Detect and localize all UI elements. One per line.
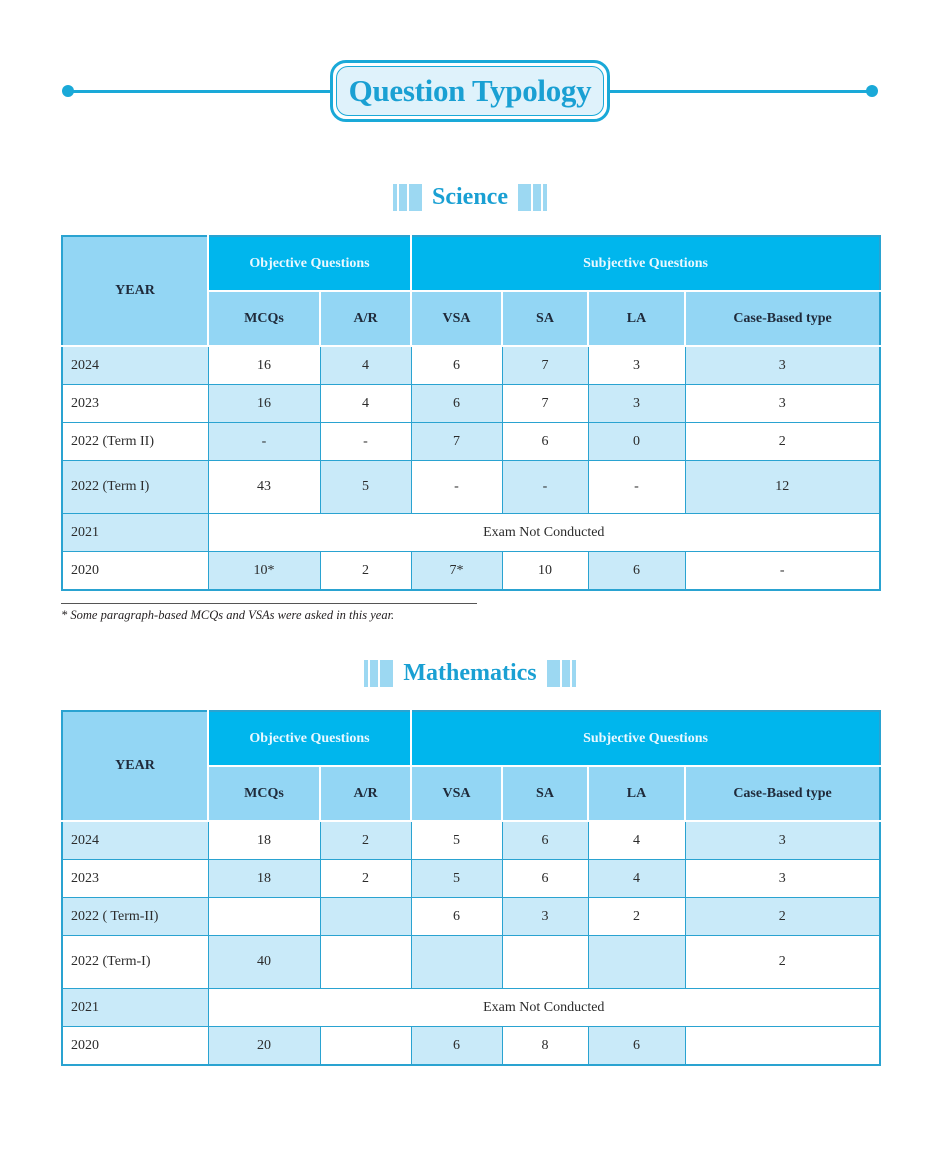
- la-column-header: LA: [588, 291, 685, 346]
- sa-cell: 10: [502, 552, 588, 591]
- science-footnote: * Some paragraph-based MCQs and VSAs were asked in this year.: [61, 608, 395, 622]
- title-box-inner: [336, 66, 604, 116]
- vsa-cell: 6: [411, 1027, 502, 1066]
- la-cell: 4: [588, 821, 685, 860]
- mcqs-cell: -: [208, 423, 320, 461]
- ar-cell: 2: [320, 860, 411, 898]
- vsa-cell: [411, 936, 502, 989]
- sa-cell: 6: [502, 860, 588, 898]
- ar-cell: 4: [320, 385, 411, 423]
- year-cell: 2023: [62, 860, 208, 898]
- table-row: [62, 552, 880, 591]
- year-cell: 2022 (Term II): [62, 423, 208, 461]
- la-cell: [588, 936, 685, 989]
- table-row: [62, 461, 880, 514]
- sa-cell: 3: [502, 898, 588, 936]
- banner-line-right: [606, 90, 874, 93]
- page-title: Question Typology: [348, 73, 592, 108]
- ar-cell: 4: [320, 346, 411, 385]
- footnote-divider: [61, 603, 477, 604]
- bars-decoration-left: [393, 184, 422, 211]
- case-based-cell: 3: [685, 860, 880, 898]
- bars-decoration-right: [547, 660, 576, 687]
- case-based-cell: 2: [685, 898, 880, 936]
- la-cell: 2: [588, 898, 685, 936]
- year-cell: 2022 (Term-I): [62, 936, 208, 989]
- year-cell: 2020: [62, 552, 208, 591]
- sa-cell: 7: [502, 346, 588, 385]
- mathematics-table: [61, 710, 881, 1066]
- case-based-column-header: Case-Based type: [685, 766, 880, 821]
- sa-column-header: SA: [502, 766, 588, 821]
- year-cell: 2023: [62, 385, 208, 423]
- la-cell: -: [588, 461, 685, 514]
- year-column-header: YEAR: [62, 236, 208, 346]
- la-cell: 6: [588, 1027, 685, 1066]
- mcqs-cell: 10*: [208, 552, 320, 591]
- subjective-questions-header: Subjective Questions: [411, 711, 880, 766]
- vsa-cell: 6: [411, 346, 502, 385]
- year-cell: 2020: [62, 1027, 208, 1066]
- table-row: [62, 989, 880, 1027]
- sa-cell: [502, 936, 588, 989]
- table-row: [62, 385, 880, 423]
- table-row: [62, 860, 880, 898]
- vsa-column-header: VSA: [411, 766, 502, 821]
- ar-cell: [320, 898, 411, 936]
- year-cell: 2021: [62, 989, 208, 1027]
- ar-cell: [320, 1027, 411, 1066]
- mcqs-cell: [208, 898, 320, 936]
- case-based-cell: 3: [685, 385, 880, 423]
- vsa-cell: 7*: [411, 552, 502, 591]
- exam-not-conducted-cell: Exam Not Conducted: [208, 989, 880, 1027]
- bars-decoration-right: [518, 184, 547, 211]
- table-row: [62, 821, 880, 860]
- mcqs-cell: 18: [208, 860, 320, 898]
- science-title: Science: [432, 184, 508, 210]
- ar-cell: -: [320, 423, 411, 461]
- la-cell: 4: [588, 860, 685, 898]
- ar-column-header: A/R: [320, 766, 411, 821]
- sa-cell: 6: [502, 821, 588, 860]
- case-based-cell: [685, 1027, 880, 1066]
- vsa-column-header: VSA: [411, 291, 502, 346]
- case-based-cell: 3: [685, 821, 880, 860]
- case-based-cell: -: [685, 552, 880, 591]
- case-based-cell: 2: [685, 936, 880, 989]
- table-row: [62, 423, 880, 461]
- science-table: [61, 235, 881, 591]
- objective-questions-header: Objective Questions: [208, 236, 411, 291]
- mcqs-cell: 20: [208, 1027, 320, 1066]
- mcqs-column-header: MCQs: [208, 291, 320, 346]
- vsa-cell: 6: [411, 385, 502, 423]
- sa-cell: 8: [502, 1027, 588, 1066]
- ar-cell: 5: [320, 461, 411, 514]
- mcqs-cell: 18: [208, 821, 320, 860]
- sa-cell: 6: [502, 423, 588, 461]
- table-row: [62, 936, 880, 989]
- case-based-column-header: Case-Based type: [685, 291, 880, 346]
- subjective-questions-header: Subjective Questions: [411, 236, 880, 291]
- year-cell: 2024: [62, 346, 208, 385]
- mcqs-cell: 16: [208, 385, 320, 423]
- sa-cell: 7: [502, 385, 588, 423]
- vsa-cell: 5: [411, 860, 502, 898]
- exam-not-conducted-cell: Exam Not Conducted: [208, 514, 880, 552]
- vsa-cell: -: [411, 461, 502, 514]
- la-cell: 0: [588, 423, 685, 461]
- ar-column-header: A/R: [320, 291, 411, 346]
- year-cell: 2022 ( Term-II): [62, 898, 208, 936]
- mcqs-column-header: MCQs: [208, 766, 320, 821]
- ar-cell: 2: [320, 552, 411, 591]
- sa-cell: -: [502, 461, 588, 514]
- year-column-header: YEAR: [62, 711, 208, 821]
- case-based-cell: 3: [685, 346, 880, 385]
- page-title-banner: [62, 60, 878, 122]
- la-cell: 3: [588, 385, 685, 423]
- table-row: [62, 1027, 880, 1066]
- mcqs-cell: 43: [208, 461, 320, 514]
- vsa-cell: 6: [411, 898, 502, 936]
- la-cell: 6: [588, 552, 685, 591]
- mathematics-title: Mathematics: [403, 660, 537, 686]
- mcqs-cell: 16: [208, 346, 320, 385]
- objective-questions-header: Objective Questions: [208, 711, 411, 766]
- case-based-cell: 2: [685, 423, 880, 461]
- banner-line-left: [66, 90, 334, 93]
- year-cell: 2021: [62, 514, 208, 552]
- ar-cell: 2: [320, 821, 411, 860]
- bars-decoration-left: [364, 660, 393, 687]
- table-row: [62, 346, 880, 385]
- title-box: [330, 60, 610, 122]
- year-cell: 2024: [62, 821, 208, 860]
- table-row: [62, 514, 880, 552]
- year-cell: 2022 (Term I): [62, 461, 208, 514]
- mcqs-cell: 40: [208, 936, 320, 989]
- vsa-cell: 7: [411, 423, 502, 461]
- science-heading: [0, 184, 940, 211]
- vsa-cell: 5: [411, 821, 502, 860]
- la-cell: 3: [588, 346, 685, 385]
- sa-column-header: SA: [502, 291, 588, 346]
- ar-cell: [320, 936, 411, 989]
- la-column-header: LA: [588, 766, 685, 821]
- mathematics-heading: [0, 660, 940, 687]
- banner-dot-right: [866, 85, 878, 97]
- table-row: [62, 898, 880, 936]
- case-based-cell: 12: [685, 461, 880, 514]
